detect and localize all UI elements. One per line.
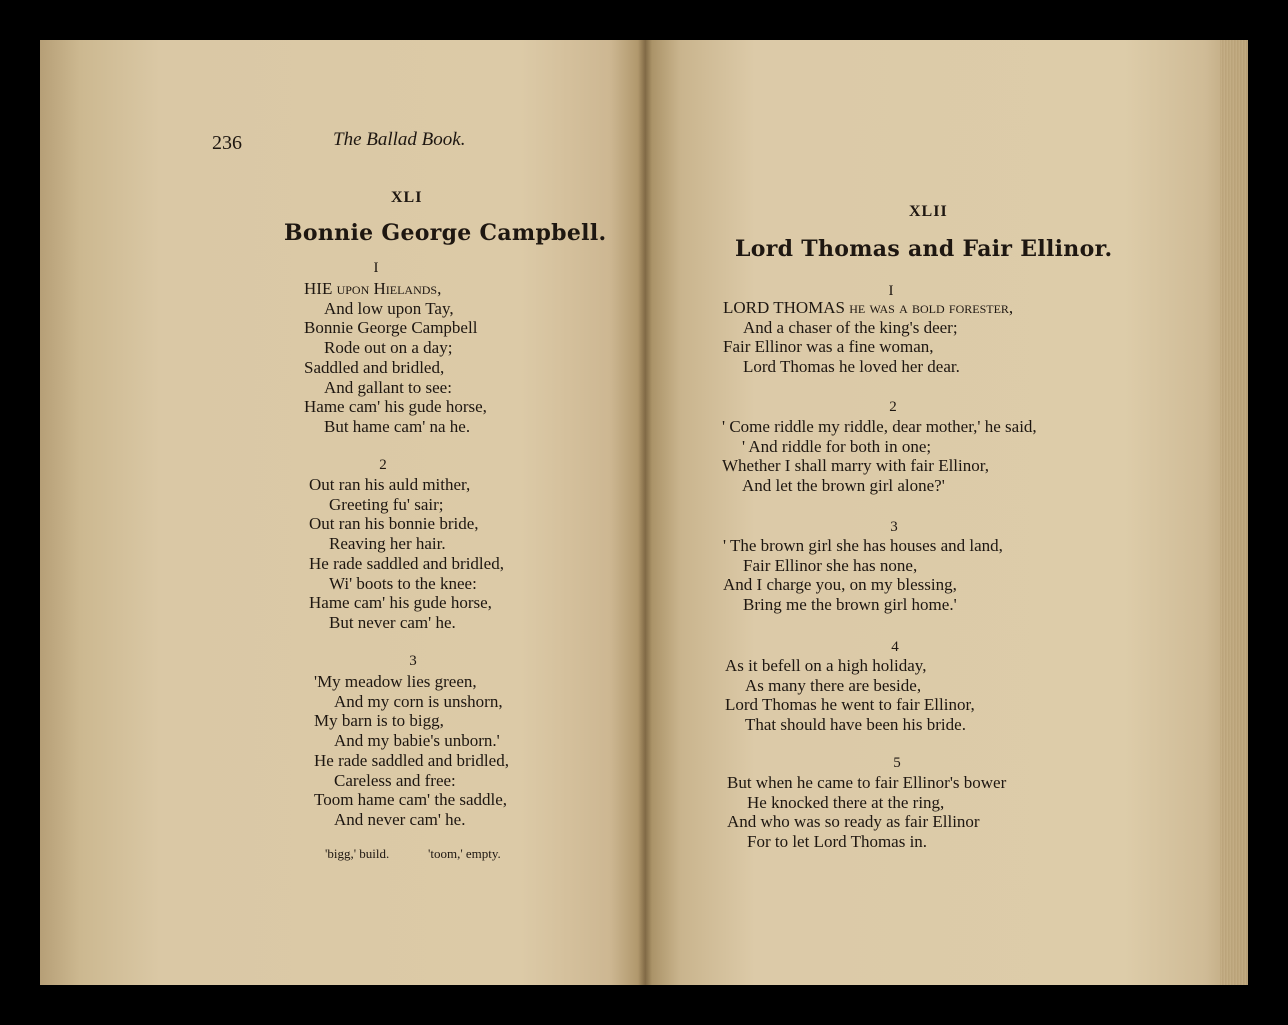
- page-number: 236: [212, 132, 242, 154]
- footnote: 'bigg,' build.: [325, 846, 390, 861]
- verse-line: Saddled and bridled,: [304, 357, 445, 377]
- verse-line: ' Come riddle my riddle, dear mother,' he said,: [722, 417, 1037, 436]
- stanza-number: I: [888, 283, 894, 299]
- stanza-number: 3: [409, 653, 417, 669]
- verse-line-text: HIE upon Hielands,: [304, 279, 442, 298]
- stanza: [723, 536, 1003, 615]
- verse-line: And a chaser of the king's deer;: [743, 317, 958, 337]
- ballad-numeral: XLI: [391, 189, 423, 206]
- verse-line: Out ran his bonnie bride,: [309, 514, 479, 534]
- stanza-number: 3: [890, 519, 898, 535]
- verse-line: Hame cam' his gude horse,: [309, 593, 492, 613]
- verse-line: And never cam' he.: [334, 809, 466, 829]
- verse-line: And I charge you, on my blessing,: [723, 575, 957, 595]
- verse-line: Hame cam' his gude horse,: [304, 397, 487, 417]
- verse-line: Wi' boots to the knee:: [329, 573, 477, 593]
- verse-line: But when he came to fair Ellinor's bower: [727, 773, 1007, 792]
- verse-line: Careless and free:: [334, 770, 456, 790]
- verse-line: Bring me the brown girl home.': [743, 595, 957, 615]
- verse-line: Lord Thomas he went to fair Ellinor,: [725, 695, 975, 715]
- verse-line: Out ran his auld mither,: [309, 475, 471, 494]
- verse-line: For to let Lord Thomas in.: [747, 832, 928, 852]
- stanza: [723, 298, 1013, 377]
- verse-line: And let the brown girl alone?': [742, 476, 945, 496]
- ballad-title: Lord Thomas and Fair Ellinor.: [735, 236, 1113, 262]
- verse-line: Lord Thomas he loved her dear.: [743, 357, 960, 377]
- stanza: [722, 417, 1037, 496]
- stanza: [314, 672, 509, 830]
- verse-line: As it befell on a high holiday,: [725, 656, 927, 675]
- open-book: [40, 40, 1248, 985]
- verse-line: He knocked there at the ring,: [747, 792, 945, 812]
- ballad-numeral: XLII: [909, 203, 948, 220]
- stanza-number: I: [373, 260, 379, 276]
- ballad-title: Bonnie George Campbell.: [284, 220, 607, 246]
- left-page: [40, 40, 645, 985]
- stanza: [725, 656, 975, 735]
- stanza-number: 2: [379, 457, 387, 473]
- verse-line: And my corn is unshorn,: [334, 691, 503, 711]
- footnote: 'toom,' empty.: [428, 846, 501, 861]
- verse-line: He rade saddled and bridled,: [309, 553, 504, 573]
- verse-line: Toom hame cam' the saddle,: [314, 790, 508, 810]
- verse-line: And low upon Tay,: [324, 298, 454, 318]
- verse-line: And who was so ready as fair Ellinor: [727, 812, 980, 832]
- verse-line: Reaving her hair.: [329, 534, 446, 554]
- verse-line: That should have been his bride.: [745, 715, 966, 735]
- stanza: [309, 475, 504, 633]
- running-head: The Ballad Book.: [333, 129, 466, 150]
- verse-line: As many there are beside,: [745, 675, 922, 695]
- verse-line: But never cam' he.: [329, 612, 456, 632]
- stanza: [304, 279, 487, 437]
- stanza: [727, 773, 1006, 852]
- verse-line: ' The brown girl she has houses and land,: [723, 536, 1003, 555]
- right-page: [645, 40, 1248, 985]
- verse-line: 'My meadow lies green,: [314, 672, 477, 691]
- verse-line: Fair Ellinor was a fine woman,: [723, 337, 934, 357]
- verse-line: And my babie's unborn.': [334, 731, 500, 751]
- book-gutter: [638, 40, 652, 985]
- verse-line: [723, 298, 1013, 318]
- stanza-number: 5: [893, 755, 901, 771]
- verse-line: ' And riddle for both in one;: [742, 436, 932, 456]
- verse-line: Fair Ellinor she has none,: [743, 555, 918, 575]
- verse-line: My barn is to bigg,: [314, 711, 444, 731]
- verse-line: Greeting fu' sair;: [329, 494, 444, 514]
- verse-line: And gallant to see:: [324, 377, 452, 397]
- verse-line-text: LORD THOMAS he was a bold forester,: [723, 298, 1014, 317]
- verse-line: But hame cam' na he.: [324, 416, 471, 436]
- verse-line: Whether I shall marry with fair Ellinor,: [722, 456, 989, 476]
- verse-line: Bonnie George Campbell: [304, 318, 478, 338]
- verse-line: Rode out on a day;: [324, 338, 453, 358]
- verse-line: [304, 279, 487, 299]
- verse-line: He rade saddled and bridled,: [314, 750, 509, 770]
- stanza-number: 4: [891, 639, 899, 655]
- stanza-number: 2: [889, 399, 897, 415]
